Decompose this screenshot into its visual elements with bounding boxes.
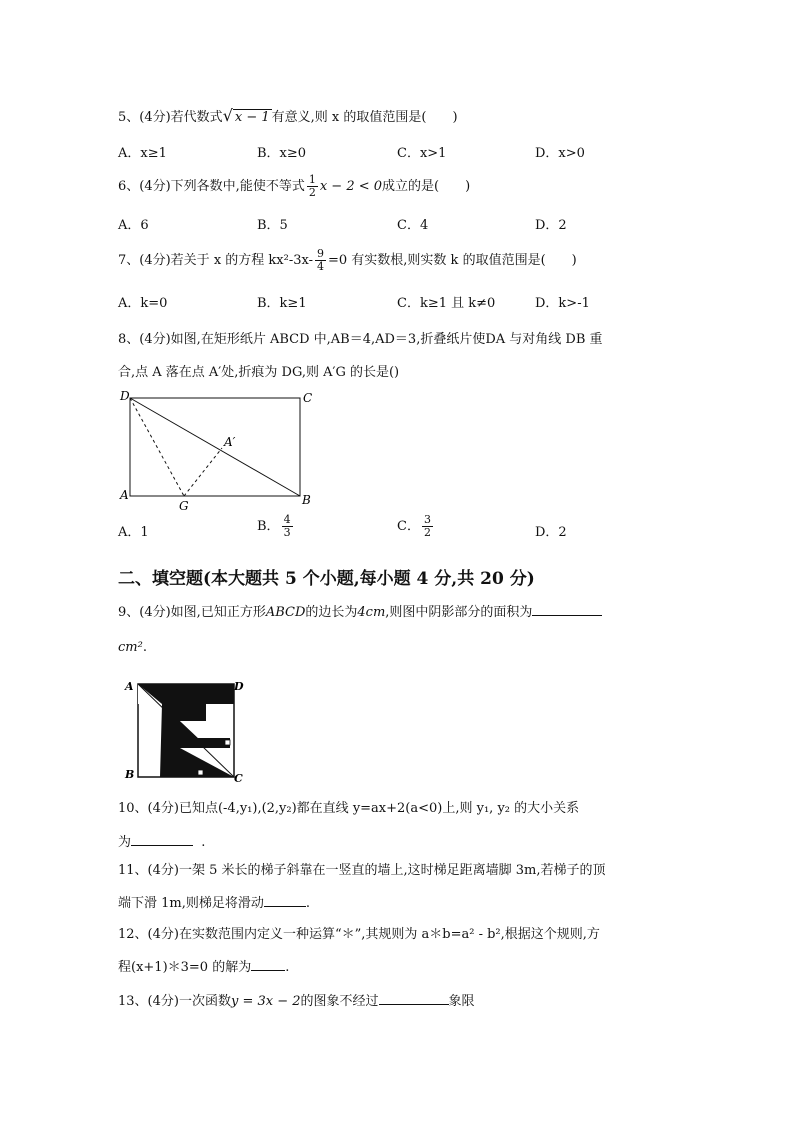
q9-period: .: [142, 640, 147, 655]
label-b: B: [125, 768, 135, 781]
q8-option-c-letter: C．: [397, 519, 420, 534]
q7-frac-den: 4: [317, 260, 324, 273]
rectangle-fold-figure: [112, 386, 322, 514]
q5-suffix: 有意义,则 x 的取值范围是( ): [271, 110, 458, 125]
q12-line-2: [118, 958, 289, 976]
diagonal-db: [130, 398, 300, 496]
label-c: C: [234, 772, 243, 785]
q12-prefix: 程(x+1)＊3=0 的解为: [118, 960, 252, 975]
q8-option-c-den: 2: [423, 526, 431, 539]
q7-frac-num: 9: [317, 247, 324, 260]
q8-option-b-num: 4: [283, 513, 291, 526]
q9-length: 4cm: [357, 605, 386, 620]
q8-option-c-fraction: [422, 514, 433, 539]
q9-square-name: ABCD: [265, 605, 306, 620]
q6-prefix: 6、(4分)下列各数中,能使不等式: [118, 179, 305, 194]
q10-line-2: [118, 833, 205, 851]
q7-option-c: C．k≥1 且 k≠0: [397, 296, 496, 311]
segment-ga-prime: [184, 448, 222, 496]
right-angle-mark-2: [198, 770, 203, 775]
q10-prefix: 为: [118, 835, 132, 850]
q8-line-2: 合,点 A 落在点 A′处,折痕为 DG,则 A′G 的长是(): [118, 365, 400, 380]
q10-line-1: 10、(4分)已知点(-4,y₁),(2,y₂)都在直线 y=ax+2(a<0)上,则 y₁, y₂ 的大小关系: [118, 801, 580, 816]
q9-answer-blank[interactable]: [532, 603, 602, 616]
q13-mid: 的图象不经过: [300, 994, 379, 1009]
shaded-mid-strip: [180, 738, 230, 748]
q11-prefix: 端下滑 1m,则梯足将滑动: [118, 896, 264, 911]
q5-option-d: D．x>0: [535, 146, 585, 161]
sqrt-icon: √: [222, 106, 233, 125]
q6-fraction: [307, 174, 318, 199]
q13-suffix: 象限: [448, 994, 475, 1009]
q7-fraction: [315, 248, 326, 273]
q11-line-2: [118, 894, 310, 912]
q8-option-d: D．2: [535, 525, 567, 540]
question-13: [118, 992, 475, 1010]
q6-suffix: 成立的是( ): [382, 179, 471, 194]
q5-option-b: B．x≥0: [257, 146, 307, 161]
q11-suffix: .: [305, 896, 311, 911]
q6-frac-num: 1: [308, 173, 316, 186]
q9-mid: 的边长为: [305, 605, 358, 620]
q8-option-b: [257, 514, 295, 539]
question-9: [118, 603, 602, 621]
q6-expression: x − 2 < 0: [319, 179, 383, 194]
q5-radicand: x − 1: [234, 110, 270, 125]
shaded-square-figure: [122, 676, 246, 786]
q12-answer-blank[interactable]: [251, 958, 285, 971]
q8-option-b-den: 3: [283, 526, 291, 539]
question-5: [118, 108, 458, 126]
q8-option-c: [397, 514, 435, 539]
q5-option-a: A．x≥1: [118, 146, 167, 161]
crease-dg: [130, 398, 184, 496]
q11-line-1: 11、(4分)一架 5 米长的梯子斜靠在一竖直的墙上,这时梯足距离墙脚 3m,若梯子的顶: [118, 863, 606, 878]
q12-line-1: 12、(4分)在实数范围内定义一种运算“＊”,其规则为 a＊b=a² - b²,根据这个规则,方: [118, 927, 600, 942]
q7-option-a: A．k=0: [118, 296, 168, 311]
q6-option-c: C．4: [397, 218, 429, 233]
q6-frac-den: 2: [308, 186, 316, 199]
label-d: D: [120, 389, 130, 403]
q8-option-b-letter: B．: [257, 519, 280, 534]
q8-option-c-num: 3: [423, 513, 431, 526]
label-a: A: [125, 680, 134, 693]
label-b: B: [302, 493, 311, 507]
q9-suffix: ,则图中阴影部分的面积为: [385, 605, 533, 620]
q9-unit-line: [118, 640, 147, 656]
q5-option-c: C．x>1: [397, 146, 447, 161]
q10-answer-blank[interactable]: [131, 833, 193, 846]
q6-option-a: A．6: [118, 218, 149, 233]
q7-option-d: D．k>-1: [535, 296, 590, 311]
q8-option-b-fraction: [282, 514, 293, 539]
label-g: G: [179, 499, 189, 513]
question-7: [118, 248, 577, 273]
q5-prefix: 5、(4分)若代数式: [118, 110, 223, 125]
q13-answer-blank[interactable]: [379, 992, 449, 1005]
q7-suffix: =0 有实数根,则实数 k 的取值范围是( ): [328, 253, 577, 268]
section-title: 二、填空题(本大题共 5 个小题,每小题 4 分,共 20 分): [118, 569, 535, 589]
q9-unit: cm²: [118, 640, 143, 655]
label-a-prime: A′: [224, 435, 236, 449]
q12-suffix: .: [285, 960, 290, 975]
q13-expression: y = 3x − 2: [230, 994, 301, 1009]
q9-prefix: 9、(4分)如图,已知正方形: [118, 605, 266, 620]
q8-line-1: 8、(4分)如图,在矩形纸片 ABCD 中,AB＝4,AD＝3,折叠纸片使DA 与对角线 DB 重: [118, 332, 603, 347]
q7-prefix: 7、(4分)若关于 x 的方程 kx²-3x-: [118, 253, 313, 268]
q13-prefix: 13、(4分)一次函数: [118, 994, 231, 1009]
label-d: D: [234, 680, 244, 693]
q11-answer-blank[interactable]: [264, 894, 306, 907]
label-c: C: [303, 391, 313, 405]
label-a: A: [120, 488, 129, 502]
q6-option-d: D．2: [535, 218, 567, 233]
q7-option-b: B．k≥1: [257, 296, 307, 311]
question-6: [118, 174, 470, 199]
q10-suffix: .: [201, 835, 206, 850]
right-angle-mark-1: [225, 740, 230, 745]
q6-option-b: B．5: [257, 218, 288, 233]
q8-option-a: A．1: [118, 525, 149, 540]
